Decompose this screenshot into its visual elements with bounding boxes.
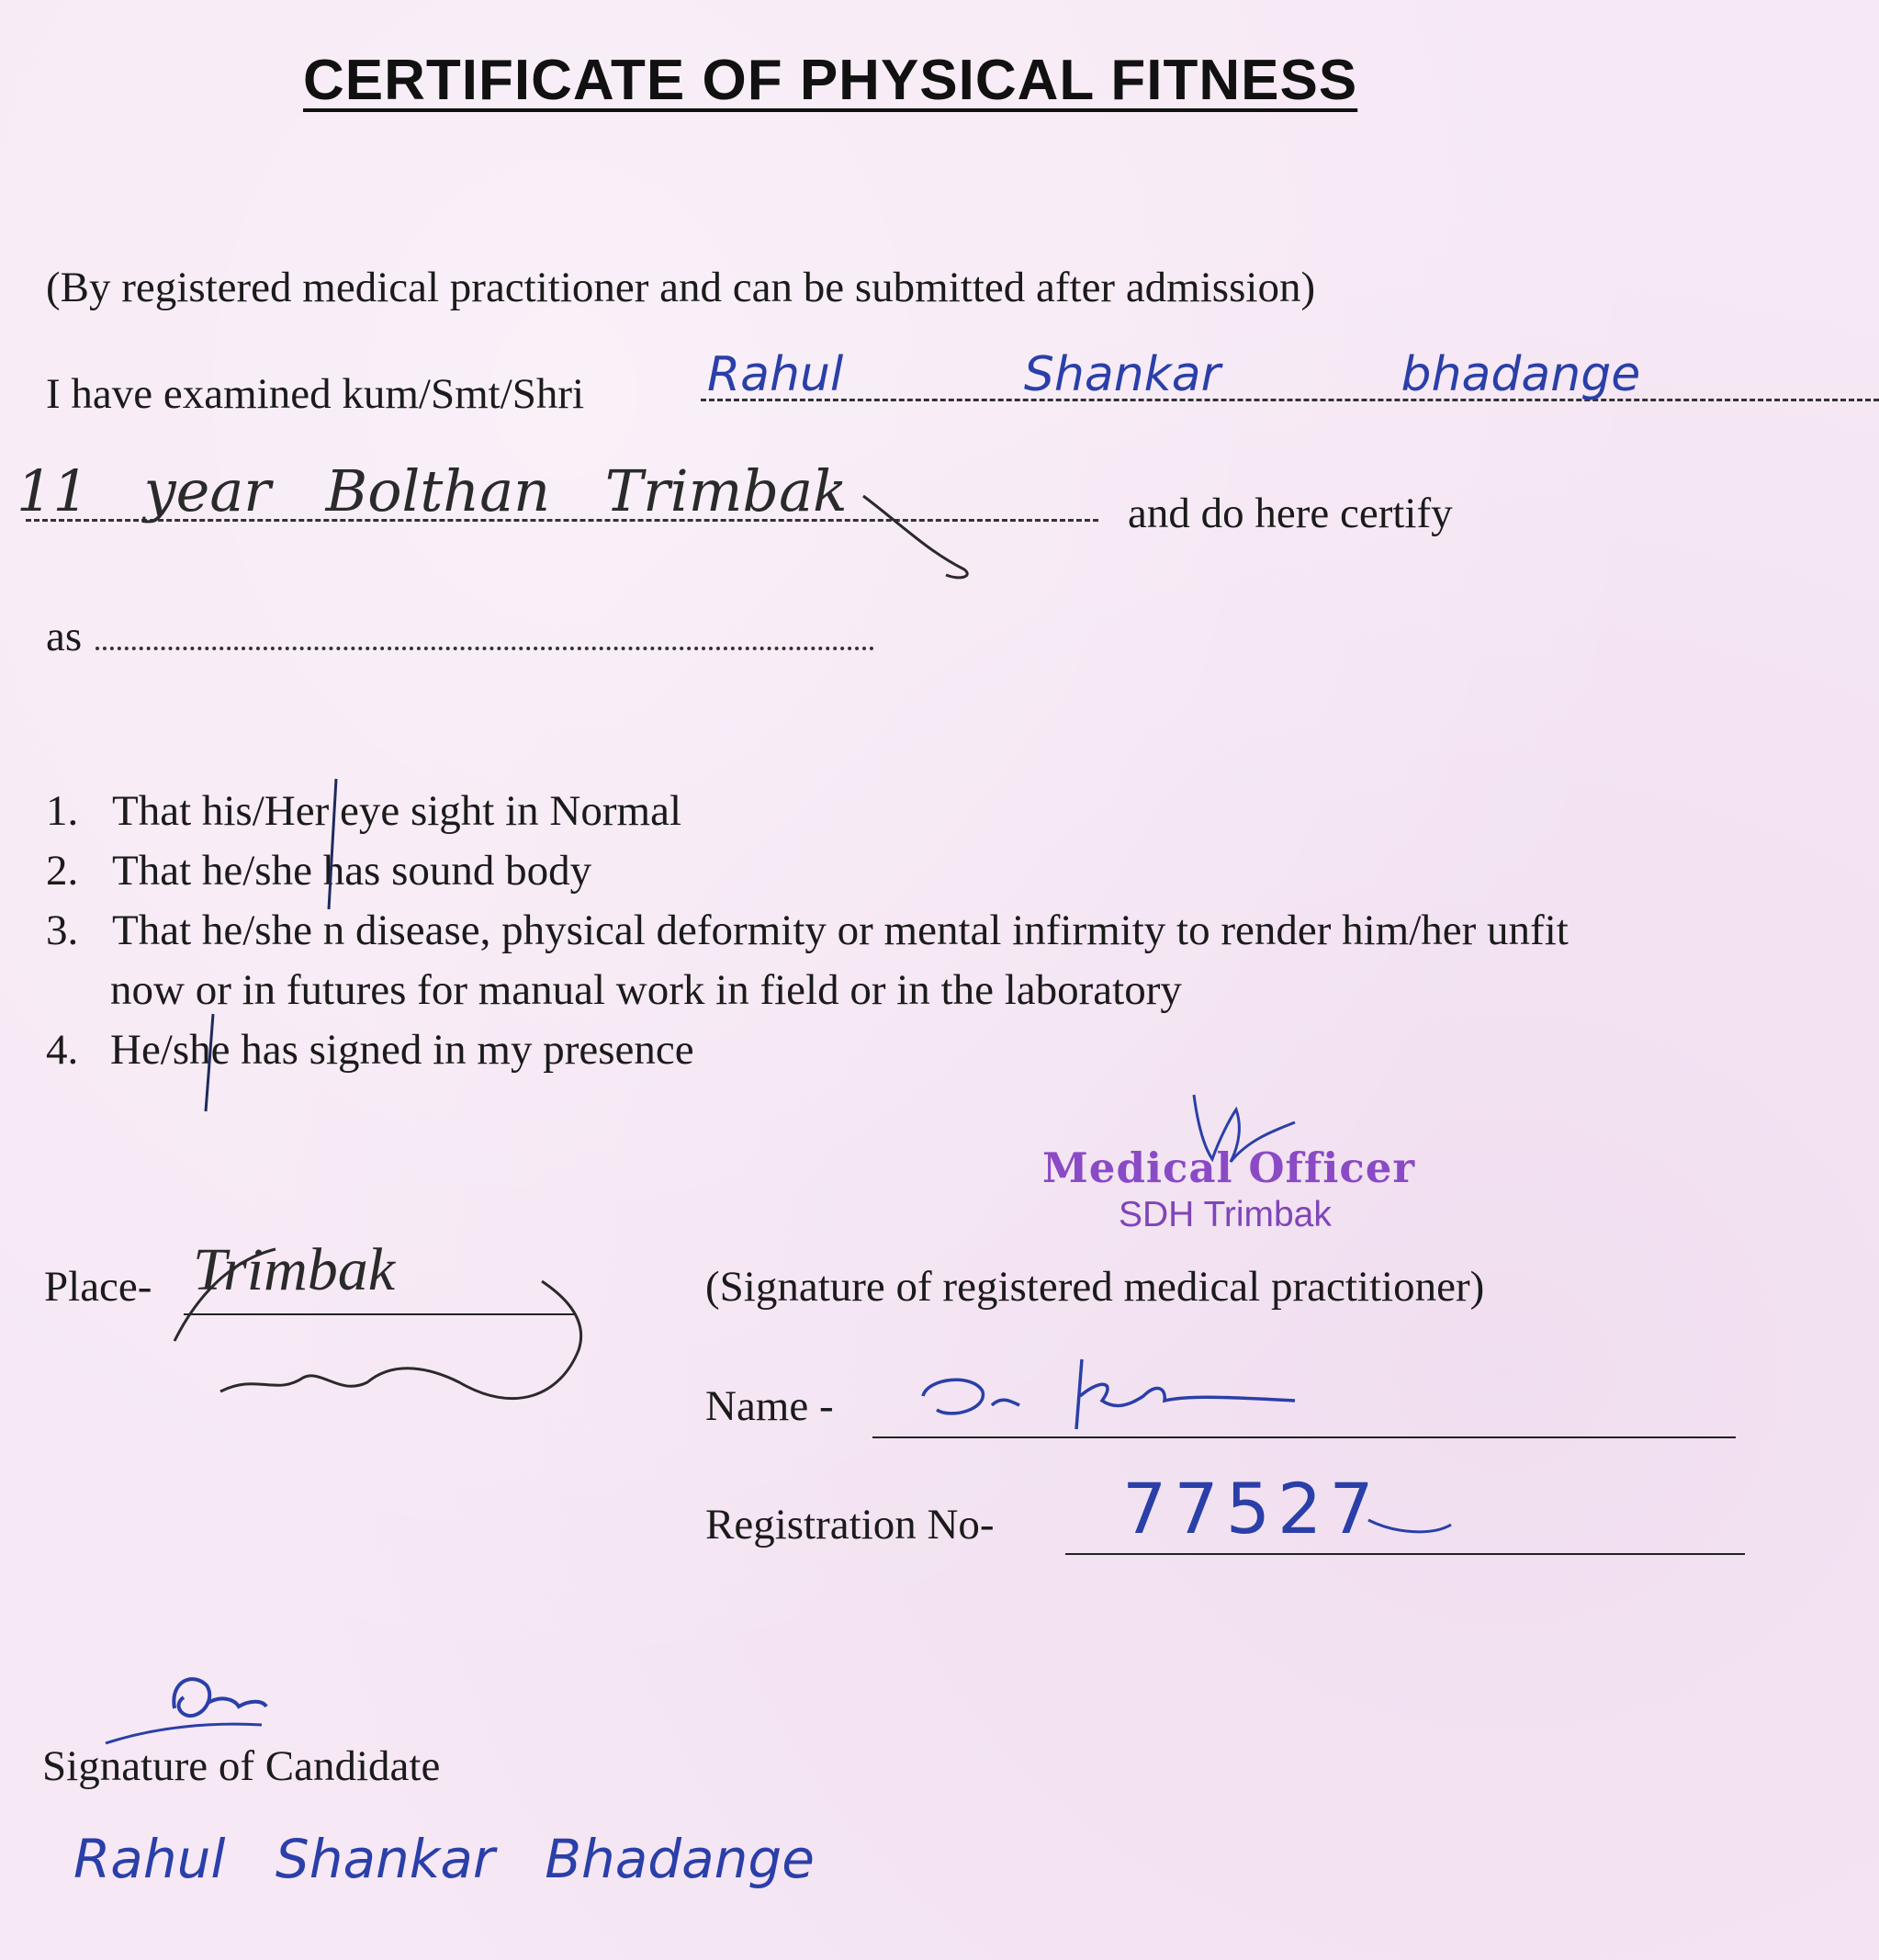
place-underline	[184, 1313, 574, 1315]
place-label: Place-	[44, 1263, 152, 1311]
name-signature-part	[923, 1380, 1019, 1414]
name-label: Name -	[705, 1382, 834, 1430]
as-label: as	[46, 613, 83, 660]
subtitle: (By registered medical practitioner and can be submitted after admission)	[46, 264, 1316, 311]
handwritten-place: Trimbak	[193, 1236, 396, 1303]
registration-label: Registration No-	[705, 1501, 995, 1549]
candidate-signature	[174, 1679, 266, 1716]
examined-prefix: I have examined kum/Smt/Shri	[46, 370, 585, 418]
stamp-medical-officer: Medical Officer	[1042, 1143, 1416, 1192]
name-signature-part	[1076, 1359, 1295, 1429]
registration-underline	[1065, 1553, 1745, 1555]
as-dotted-line	[96, 647, 874, 650]
address-flourish	[863, 496, 967, 578]
certificate-page: CERTIFICATE OF PHYSICAL FITNESS (By registered medical practitioner and can be submitted after admission) I have examined kum/Smt/Shri Rahul Shankar bhadange 11 year Bolthan Trimbak and do here certify as 1. That his/Her eye sight in Normal 2. That he/she has sound body 3. That he/she n disease, physical deformity or mental infirmity to render him/her unfit now or in futures for manual work in field or in the laboratory 4. He/she has signed in my presence Medical Officer SDH Trimbak Place- Trimbak (Signature of registered medical practitioner) Name - Registration No- 77527 Signature of Candidate Rahul Shankar Bhadange	[0, 0, 1879, 1960]
handwritten-candidate-name: Rahul Shankar bhadange	[707, 347, 1641, 402]
certify-suffix: and do here certify	[1128, 490, 1453, 537]
name-underline	[872, 1436, 1736, 1438]
handwritten-address: 11 year Bolthan Trimbak	[17, 457, 848, 524]
handwritten-registration-no: 77527	[1122, 1468, 1381, 1549]
candidate-signature-label: Signature of Candidate	[42, 1742, 441, 1790]
candidate-signature-underline	[106, 1724, 262, 1743]
handwritten-candidate-fullname: Rahul Shankar Bhadange	[73, 1828, 815, 1890]
certificate-title: CERTIFICATE OF PHYSICAL FITNESS	[303, 49, 1358, 112]
stamp-sdh-trimbak: SDH Trimbak	[1119, 1195, 1332, 1234]
practitioner-signature-label: (Signature of registered medical practitioner)	[705, 1263, 1485, 1311]
